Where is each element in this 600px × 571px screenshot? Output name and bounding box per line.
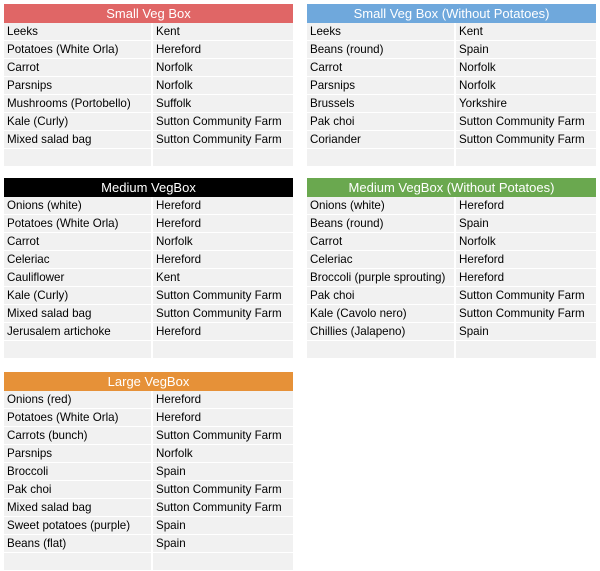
origin-cell: Hereford <box>456 251 596 269</box>
box-header: Medium VegBox (Without Potatoes) <box>307 178 596 197</box>
item-cell: Potatoes (White Orla) <box>4 215 153 233</box>
box-small <box>4 4 293 167</box>
item-cell: Carrot <box>307 233 456 251</box>
origin-cell: Sutton Community Farm <box>153 499 293 517</box>
origin-cell: Hereford <box>153 197 293 215</box>
item-cell: Mixed salad bag <box>4 499 153 517</box>
item-cell: Kale (Cavolo nero) <box>307 305 456 323</box>
item-cell: Parsnips <box>4 445 153 463</box>
item-cell: Celeriac <box>307 251 456 269</box>
origin-cell: Spain <box>153 517 293 535</box>
origin-cell: Kent <box>153 269 293 287</box>
item-cell: Pak choi <box>307 287 456 305</box>
table-row <box>4 463 293 481</box>
origin-cell: Sutton Community Farm <box>153 427 293 445</box>
table-row <box>307 323 596 341</box>
origin-cell: Norfolk <box>153 59 293 77</box>
item-cell: Onions (red) <box>4 391 153 409</box>
origin-cell: Sutton Community Farm <box>456 131 596 149</box>
item-cell: Mixed salad bag <box>4 305 153 323</box>
item-cell: Brussels <box>307 95 456 113</box>
table-row <box>4 391 293 409</box>
item-cell <box>307 149 456 167</box>
origin-cell: Hereford <box>456 197 596 215</box>
table-row <box>307 215 596 233</box>
table-row <box>307 269 596 287</box>
table-row <box>307 113 596 131</box>
origin-cell: Sutton Community Farm <box>456 113 596 131</box>
item-cell: Leeks <box>4 23 153 41</box>
table-row <box>307 341 596 359</box>
item-cell: Sweet potatoes (purple) <box>4 517 153 535</box>
item-cell: Broccoli (purple sprouting) <box>307 269 456 287</box>
origin-cell: Norfolk <box>153 445 293 463</box>
origin-cell <box>456 341 596 359</box>
table-row <box>4 535 293 553</box>
origin-cell: Suffolk <box>153 95 293 113</box>
origin-cell: Sutton Community Farm <box>153 481 293 499</box>
box-medium <box>4 178 293 359</box>
table-row <box>4 517 293 535</box>
origin-cell: Spain <box>456 215 596 233</box>
table-row <box>307 287 596 305</box>
item-cell: Pak choi <box>4 481 153 499</box>
box-header: Large VegBox <box>4 372 293 391</box>
item-cell: Cauliflower <box>4 269 153 287</box>
table-row <box>4 197 293 215</box>
origin-cell: Sutton Community Farm <box>456 305 596 323</box>
box-rows <box>4 23 293 167</box>
origin-cell <box>456 149 596 167</box>
item-cell <box>4 553 153 571</box>
table-row <box>4 341 293 359</box>
item-cell: Carrot <box>307 59 456 77</box>
table-row <box>307 305 596 323</box>
table-row <box>4 215 293 233</box>
box-large <box>4 372 293 571</box>
table-row <box>307 95 596 113</box>
table-row <box>307 77 596 95</box>
table-row <box>307 41 596 59</box>
item-cell: Parsnips <box>4 77 153 95</box>
table-row <box>4 113 293 131</box>
origin-cell: Norfolk <box>456 233 596 251</box>
item-cell: Kale (Curly) <box>4 113 153 131</box>
box-header: Medium VegBox <box>4 178 293 197</box>
item-cell: Beans (flat) <box>4 535 153 553</box>
item-cell: Pak choi <box>307 113 456 131</box>
origin-cell <box>153 341 293 359</box>
item-cell: Kale (Curly) <box>4 287 153 305</box>
item-cell: Broccoli <box>4 463 153 481</box>
item-cell: Mushrooms (Portobello) <box>4 95 153 113</box>
origin-cell: Norfolk <box>456 59 596 77</box>
origin-cell: Hereford <box>456 269 596 287</box>
table-row <box>4 77 293 95</box>
table-row <box>307 59 596 77</box>
table-row <box>307 149 596 167</box>
table-row <box>307 131 596 149</box>
table-row <box>4 233 293 251</box>
item-cell: Parsnips <box>307 77 456 95</box>
item-cell: Onions (white) <box>307 197 456 215</box>
origin-cell: Sutton Community Farm <box>153 287 293 305</box>
table-row <box>4 287 293 305</box>
origin-cell: Sutton Community Farm <box>456 287 596 305</box>
origin-cell: Sutton Community Farm <box>153 131 293 149</box>
table-row <box>4 481 293 499</box>
item-cell: Jerusalem artichoke <box>4 323 153 341</box>
table-row <box>307 197 596 215</box>
box-header: Small Veg Box <box>4 4 293 23</box>
item-cell <box>4 149 153 167</box>
origin-cell: Hereford <box>153 323 293 341</box>
origin-cell: Sutton Community Farm <box>153 305 293 323</box>
origin-cell: Hereford <box>153 215 293 233</box>
item-cell: Mixed salad bag <box>4 131 153 149</box>
table-row <box>4 149 293 167</box>
origin-cell: Hereford <box>153 251 293 269</box>
item-cell: Beans (round) <box>307 215 456 233</box>
table-row <box>4 445 293 463</box>
table-row <box>307 251 596 269</box>
box-medium-no-potatoes <box>307 178 596 359</box>
table-row <box>4 269 293 287</box>
box-rows <box>4 197 293 359</box>
origin-cell: Sutton Community Farm <box>153 113 293 131</box>
item-cell: Potatoes (White Orla) <box>4 41 153 59</box>
item-cell: Beans (round) <box>307 41 456 59</box>
origin-cell <box>153 149 293 167</box>
item-cell: Leeks <box>307 23 456 41</box>
table-row <box>4 305 293 323</box>
table-row <box>4 427 293 445</box>
origin-cell: Kent <box>456 23 596 41</box>
origin-cell: Norfolk <box>456 77 596 95</box>
box-rows <box>307 197 596 359</box>
table-row <box>4 41 293 59</box>
origin-cell: Hereford <box>153 41 293 59</box>
item-cell: Celeriac <box>4 251 153 269</box>
item-cell <box>4 341 153 359</box>
item-cell: Coriander <box>307 131 456 149</box>
item-cell: Carrot <box>4 59 153 77</box>
table-row <box>4 499 293 517</box>
origin-cell: Spain <box>456 41 596 59</box>
table-row <box>4 23 293 41</box>
origin-cell: Yorkshire <box>456 95 596 113</box>
table-row <box>307 233 596 251</box>
box-rows <box>4 391 293 571</box>
table-row <box>4 131 293 149</box>
table-row <box>4 323 293 341</box>
table-row <box>307 23 596 41</box>
table-row <box>4 251 293 269</box>
origin-cell: Spain <box>456 323 596 341</box>
origin-cell: Spain <box>153 463 293 481</box>
box-header: Small Veg Box (Without Potatoes) <box>307 4 596 23</box>
box-small-no-potatoes <box>307 4 596 167</box>
item-cell: Onions (white) <box>4 197 153 215</box>
item-cell: Carrot <box>4 233 153 251</box>
origin-cell: Norfolk <box>153 233 293 251</box>
table-row <box>4 95 293 113</box>
origin-cell: Norfolk <box>153 77 293 95</box>
item-cell: Potatoes (White Orla) <box>4 409 153 427</box>
table-row <box>4 59 293 77</box>
origin-cell: Spain <box>153 535 293 553</box>
table-row <box>4 553 293 571</box>
origin-cell: Hereford <box>153 391 293 409</box>
origin-cell: Kent <box>153 23 293 41</box>
origin-cell <box>153 553 293 571</box>
box-rows <box>307 23 596 167</box>
table-row <box>4 409 293 427</box>
item-cell: Chillies (Jalapeno) <box>307 323 456 341</box>
item-cell <box>307 341 456 359</box>
item-cell: Carrots (bunch) <box>4 427 153 445</box>
origin-cell: Hereford <box>153 409 293 427</box>
